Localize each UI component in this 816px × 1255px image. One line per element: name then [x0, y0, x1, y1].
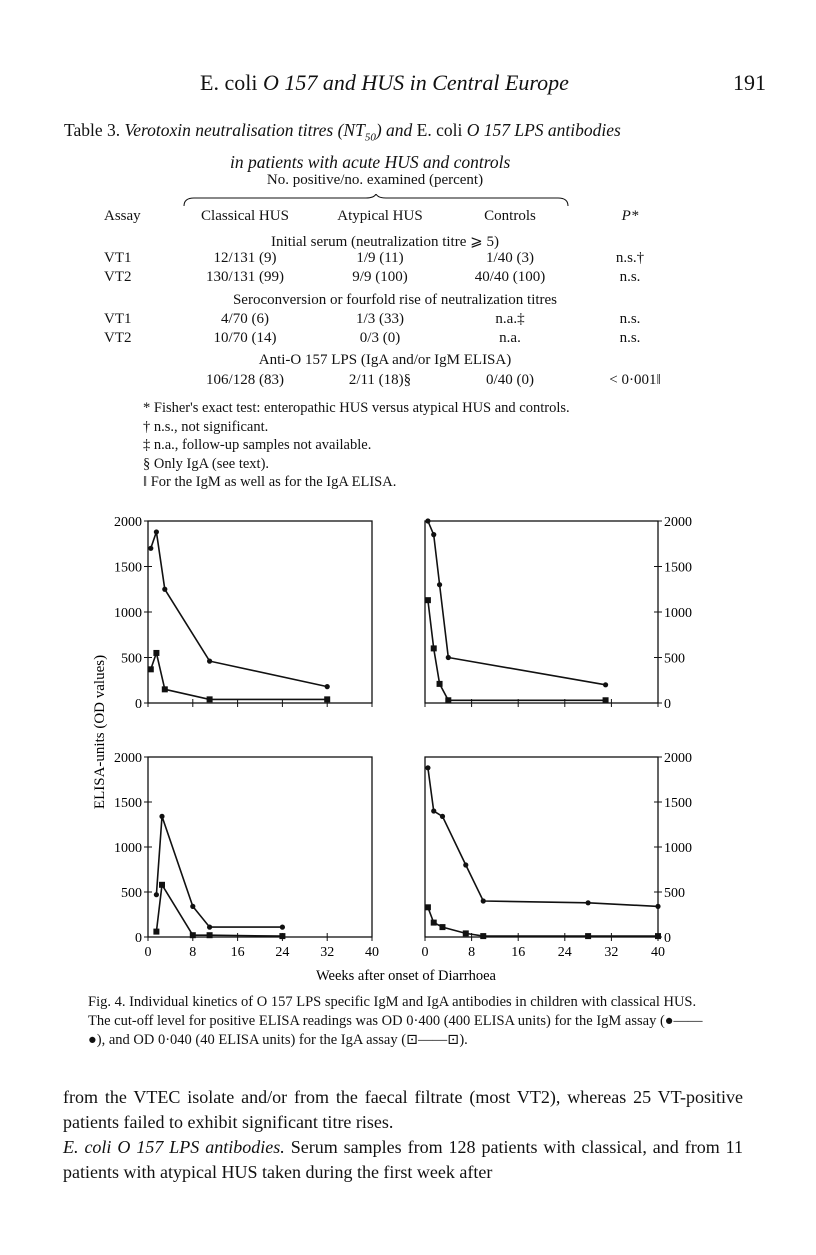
y-tick-label: 1500 — [114, 560, 142, 576]
cell: 0/40 (0) — [486, 372, 534, 388]
figure-caption: Fig. 4. Individual kinetics of O 157 LPS specific IgM and IgA antibodies in children with classical HUS. The cut-off level for positive ELISA readings was OD 0·400 (400 ELISA units) for the IgM assay (●——●), and OD 0·040 (40 ELISA units) for the IgA assay (⊡——⊡). — [88, 994, 703, 1048]
y-tick-label: 500 — [664, 886, 685, 901]
point-igm — [431, 532, 436, 537]
series-line-iga — [151, 653, 327, 700]
cell: n.a. — [499, 330, 521, 346]
point-igm — [325, 684, 330, 689]
point-igm — [159, 814, 164, 819]
caption-sub: 50 — [364, 131, 376, 144]
point-igm — [655, 904, 660, 909]
y-tick-label: 1500 — [664, 560, 692, 576]
cell-assay: VT1 — [104, 311, 132, 327]
point-iga — [159, 882, 165, 888]
point-igm — [440, 814, 445, 819]
point-igm — [446, 655, 451, 660]
footnote: ‖ For the IgM as well as for the IgA ELISA. — [143, 474, 397, 490]
point-iga — [463, 930, 469, 936]
x-tick-label: 40 — [365, 945, 379, 960]
x-tick-label: 24 — [557, 945, 572, 960]
x-axis-label: Weeks after onset of Diarrhoea — [316, 968, 496, 984]
paragraph-lead: E. coli O 157 LPS antibodies. — [63, 1137, 285, 1157]
y-tick-label: 1000 — [114, 841, 142, 856]
series-line-iga — [156, 885, 282, 936]
caption-end: O 157 LPS antibodies — [462, 120, 621, 140]
series-line-iga — [428, 907, 658, 936]
y-tick-label: 2000 — [114, 751, 142, 766]
footnote: § Only IgA (see text). — [143, 455, 270, 472]
y-tick-label: 500 — [121, 886, 142, 901]
cell: 4/70 (6) — [221, 311, 269, 327]
footnote: * Fisher's exact test: enteropathic HUS versus atypical HUS and controls. — [143, 400, 570, 416]
y-tick-label: 1000 — [114, 606, 142, 621]
panel-frame-top-left — [148, 521, 372, 703]
paragraph-rest: Serum samples from 128 patients with classical, and from 11 patients with atypical HUS taken during the first week after — [63, 1137, 743, 1182]
x-tick-label: 32 — [320, 945, 335, 960]
figure-4 — [0, 500, 816, 990]
series-line-igm — [156, 816, 282, 927]
point-iga — [190, 932, 196, 938]
caption-line2: in patients with acute HUS and controls — [230, 151, 511, 172]
cell: n.s. — [619, 311, 641, 327]
cell: 1/40 (3) — [486, 250, 534, 266]
y-tick-label: 0 — [664, 931, 671, 946]
cell-assay: VT2 — [104, 269, 132, 285]
cell: 0/3 (0) — [359, 330, 401, 346]
point-igm — [481, 898, 486, 903]
x-tick-label: 40 — [651, 945, 665, 960]
point-igm — [425, 518, 430, 523]
y-tick-label: 1000 — [664, 841, 692, 856]
y-tick-label: 1500 — [664, 796, 692, 811]
table-caption — [64, 118, 764, 174]
cell: 1/9 (11) — [356, 250, 404, 266]
point-igm — [425, 765, 430, 770]
cell: 12/131 (9) — [213, 250, 277, 266]
y-tick-label: 500 — [121, 651, 142, 667]
cell: 2/11 (18)§ — [348, 372, 412, 388]
cell: 1/3 (33) — [356, 311, 404, 327]
cell: 9/9 (100) — [352, 269, 408, 285]
cell: 10/70 (14) — [213, 330, 277, 346]
point-iga — [207, 696, 213, 702]
point-iga — [603, 697, 609, 703]
point-igm — [437, 582, 442, 587]
col-classical: Classical HUS — [201, 208, 289, 224]
title-species: E. coli — [200, 70, 258, 95]
title-rest: O 157 and HUS in Central Europe — [257, 70, 569, 95]
cell: n.s.† — [615, 250, 645, 266]
x-tick-label: 32 — [604, 945, 619, 960]
cell: 130/131 (99) — [206, 269, 284, 285]
col-p: P* — [621, 208, 639, 224]
point-iga — [437, 681, 443, 687]
point-iga — [431, 645, 437, 651]
point-igm — [154, 892, 159, 897]
table-footnotes — [143, 399, 570, 492]
point-igm — [586, 900, 591, 905]
point-iga — [439, 924, 445, 930]
running-title — [200, 70, 569, 96]
panel-frame-bottom-right — [425, 757, 658, 937]
y-tick-label: 0 — [135, 697, 142, 712]
cell: < 0·001‖ — [609, 372, 661, 388]
col-controls: Controls — [484, 208, 536, 224]
y-tick-label: 0 — [135, 931, 142, 946]
point-iga — [445, 697, 451, 703]
table-spanner: No. positive/no. examined (percent) — [266, 172, 484, 188]
point-iga — [279, 933, 285, 939]
section-lps: Anti-O 157 LPS (IgA and/or IgM ELISA) — [258, 352, 512, 368]
point-igm — [603, 682, 608, 687]
point-iga — [153, 929, 159, 935]
caption-rest: ) and — [375, 120, 417, 140]
cell-assay: VT2 — [104, 330, 132, 346]
caption-italic: Verotoxin neutralisation titres (NT — [124, 120, 365, 140]
table-brace — [182, 194, 570, 208]
x-tick-label: 24 — [275, 945, 290, 960]
x-tick-label: 16 — [511, 945, 526, 960]
point-iga — [148, 666, 154, 672]
series-line-igm — [428, 768, 658, 907]
col-atypical: Atypical HUS — [337, 208, 423, 224]
point-igm — [207, 925, 212, 930]
panel-frame-top-right — [425, 521, 658, 703]
page-number: 191 — [733, 70, 766, 95]
point-igm — [463, 862, 468, 867]
series-line-igm — [151, 532, 327, 687]
point-iga — [585, 933, 591, 939]
y-tick-label: 1000 — [664, 606, 692, 621]
y-tick-label: 500 — [664, 651, 685, 667]
point-iga — [153, 650, 159, 656]
point-iga — [431, 920, 437, 926]
section-initial: Initial serum (neutralization titre ⩾ 5) — [271, 234, 499, 250]
y-axis-label: ELISA-units (OD values) — [92, 654, 108, 810]
x-tick-label: 16 — [230, 945, 245, 960]
cell-assay: VT1 — [104, 250, 132, 266]
series-line-iga — [428, 600, 606, 700]
panel-frame-bottom-left — [148, 757, 372, 937]
point-igm — [280, 925, 285, 930]
point-iga — [480, 933, 486, 939]
point-igm — [154, 529, 159, 534]
series-line-igm — [428, 521, 606, 685]
y-tick-label: 2000 — [114, 515, 142, 530]
caption-roman: E. coli — [416, 120, 463, 140]
point-igm — [207, 659, 212, 664]
point-igm — [190, 904, 195, 909]
y-tick-label: 2000 — [664, 751, 692, 766]
x-tick-label: 8 — [468, 945, 476, 960]
point-igm — [162, 587, 167, 592]
cell: n.a.‡ — [495, 311, 525, 327]
point-iga — [425, 597, 431, 603]
point-iga — [655, 933, 661, 939]
x-tick-label: 8 — [189, 945, 197, 960]
point-iga — [324, 696, 330, 702]
body-text — [63, 1085, 743, 1185]
y-tick-label: 2000 — [664, 515, 692, 530]
cell: n.s. — [619, 330, 641, 346]
point-iga — [425, 904, 431, 910]
point-igm — [431, 808, 436, 813]
section-seroconversion: Seroconversion or fourfold rise of neutralization titres — [232, 292, 558, 308]
point-iga — [207, 932, 213, 938]
cell: 106/128 (83) — [206, 372, 284, 388]
footnote: † n.s., not significant. — [143, 418, 269, 435]
x-tick-label: 0 — [144, 945, 152, 960]
paragraph — [63, 1135, 743, 1185]
footnote: ‡ n.a., follow-up samples not available. — [143, 437, 372, 453]
point-iga — [162, 686, 168, 692]
caption-prefix: Table 3. — [64, 120, 125, 140]
cell: n.s. — [619, 269, 641, 285]
y-tick-label: 1500 — [114, 796, 142, 811]
paragraph: from the VTEC isolate and/or from the faecal filtrate (most VT2), whereas 25 VT-positive patients failed to exhibit significant titre rises. — [63, 1087, 743, 1132]
x-tick-label: 0 — [421, 945, 429, 960]
col-assay: Assay — [104, 208, 141, 224]
y-tick-label: 0 — [664, 697, 671, 712]
point-igm — [148, 546, 153, 551]
cell: 40/40 (100) — [474, 269, 546, 285]
